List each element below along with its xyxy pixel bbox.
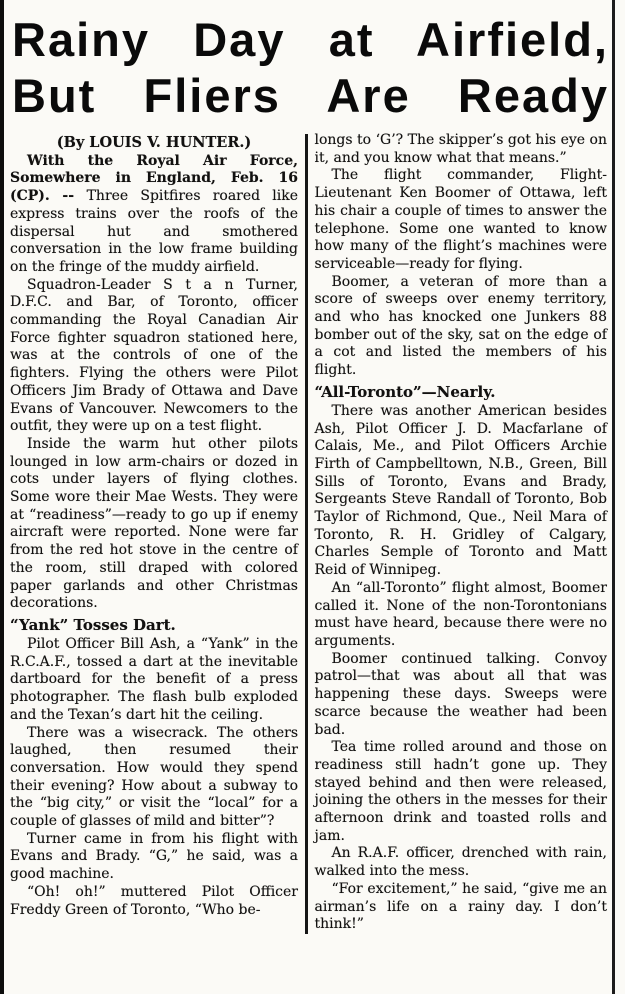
paragraph: There was another American besides Ash, Pilot Officer J. D. Macfarlane of Calais, Me., and Pilot Officers Archie Firth of Campbelltown, N.B., Green, Bill Sills of Toronto, Evans and Brady, Sergeants Steve Randall of Toronto, Bob Taylor of Richmond, Que., Neil Mara of Toronto, R. H. Gridley of Calgary, Charles Semple of Toronto and Matt Reid of Winnipeg. [314,402,607,579]
paragraph: There was a wisecrack. The others laughed, then resumed their conversation. How would they spend their evening? How about a subway to the “big city,” or visit the “local” for a couple of glasses of mild and bitter”? [10,724,298,830]
headline-line-2: But Fliers Are Ready [12,69,609,122]
paragraph: Squadron-Leader S t a n Turner, D.F.C. and Bar, of Toronto, officer commanding the Royal Canadian Air Force fighter squadron stationed here, was at the controls of one of the fighters. Flying the others were Pilot Officers Jim Brady of Ottawa and Dave Evans of Vancouver. Newcomers to the outfit, they were up on a test flight. [10,276,298,435]
paragraph: Turner came in from his flight with Evans and Brady. “G,” he said, was a good machine. [10,830,298,883]
paragraph: Boomer continued talking. Convoy patrol—that was about all that was happening these days. Sweeps were scarce because the weather had been bad. [314,650,607,738]
headline [0,0,625,126]
byline: (By LOUIS V. HUNTER.) [56,134,252,151]
paragraph: Inside the warm hut other pilots lounged in low arm-chairs or dozed in cots under layers of flying clothes. Some wore their Mae Wests. They were at “readiness”—ready to go up if enemy aircraft were reported. None were far from the red hot stove in the centre of the room, still draped with colored paper garlands and other Christmas decorations. [10,435,298,612]
paragraph: Tea time rolled around and those on readiness still hadn’t gone up. They stayed behind and then were released, joining the others in the messes for their afternoon drink and toasted rolls and jam. [314,739,607,844]
paragraph: An “all-Toronto” flight almost, Boomer called it. None of the non-Torontonians must have heard, because there were no arguments. [314,579,607,649]
paragraph: “For excitement,” he said, “give me an airman’s life on a rainy day. I don’t think!” [314,880,607,933]
paragraph: Pilot Officer Bill Ash, a “Yank” in the R.C.A.F., tossed a dart at the inevitable dartboard for the benefit of a press photographer. The flash bulb exploded and the Texan’s dart hit the ceiling. [10,635,298,723]
column-divider [305,134,308,934]
left-border-rule [0,0,4,994]
right-border-rule [612,0,615,994]
article-column-right [315,132,608,934]
paragraph: longs to ‘G’? The skipper’s got his eye on it, and you know what that means.” [314,132,607,166]
dateline: With the Royal Air Force, Somewhere in England, Feb. 16 (CP). -- [10,152,298,205]
paragraph: “Oh! oh!” muttered Pilot Officer Freddy Green of Toronto, “Who be- [10,883,298,918]
paragraph [10,153,298,277]
subhead-all-toronto-nearly: “All-Toronto”—Nearly. [314,382,496,401]
paragraph-text: Three Spitfires roared like express trains over the roofs of the dispersal hut and smothered conversation in the low frame building on the fringe of the muddy airfield. [10,188,298,275]
subhead-yank-tosses-dart: “Yank” Tosses Dart. [10,615,176,634]
paragraph: An R.A.F. officer, drenched with rain, walked into the mess. [314,845,607,880]
paragraph: Boomer, a veteran of more than a score of sweeps over enemy territory, and who has knocked one Junkers 88 bomber out of the sky, sat on the edge of a cot and listed the members of his flight. [314,273,607,379]
article-body [0,126,625,934]
headline-line-1: Rainy Day at Airfield, [12,13,609,66]
article-column-left [10,132,298,934]
paragraph: The flight commander, Flight-Lieutenant Ken Boomer of Ottawa, left his chair a couple of times to answer the telephone. Some one wanted to know how many of the flight’s machines were serviceable—ready for flying. [314,167,607,272]
